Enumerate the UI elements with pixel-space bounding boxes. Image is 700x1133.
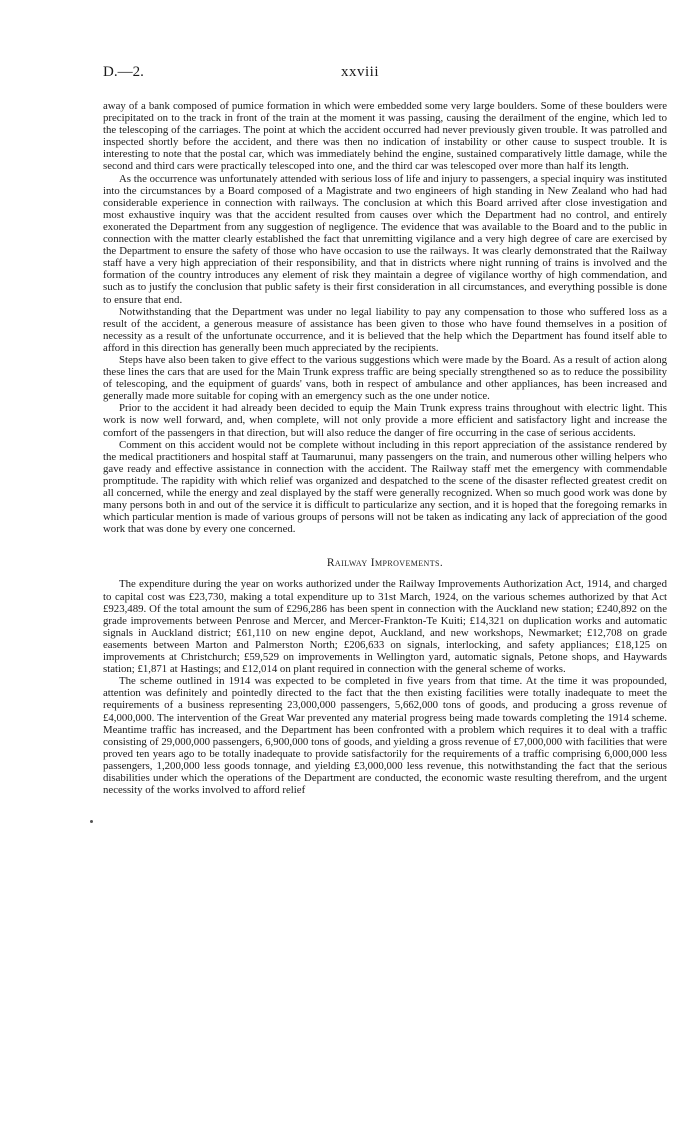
paragraph: away of a bank composed of pumice formation in which were embedded some very large boulders. Some of these boulders were precipitated on to the track in front of the train at the moment it was passing, causing the derailment of the engine, which led to the telescoping of the carriages. The point at which the accident occurred had never previously given trouble. It was patrolled and inspected shortly before the accident, and there was then no indication of instability or other cause to suspect trouble. It is interesting to note that the postal car, which was immediately behind the engine, sustained comparatively little damage, while the second and third cars were practically telescoped into one, and the third car was telescoped over more than half its length. bbox=[103, 100, 667, 173]
document-body bbox=[103, 100, 667, 796]
paragraph: The expenditure during the year on works authorized under the Railway Improvements Authorization Act, 1914, and charged to capital cost was £23,730, making a total expenditure up to 31st March, 1924, on the various schemes authorized by that Act £923,489. Of the total amount the sum of £296,286 has been spent in connection with the Auckland new station; £240,892 on the grade improvements between Penrose and Mercer, and Mercer-Frankton-Te Kuiti; £14,321 on duplication works and automatic signals in Auckland district; £61,110 on new engine depot, Auckland, and new workshops, Newmarket; £12,708 on grade easements between Marton and Palmerston North; £206,633 on signals, interlocking, and safety appliances; £18,125 on improvements at Christchurch; £59,529 on improvements in Wellington yard, automatic signals, Petone shops, and Haywards station; £1,871 at Hastings; and £12,014 on plant required in connection with the general scheme of works. bbox=[103, 578, 667, 676]
paragraph: Prior to the accident it had already been decided to equip the Main Trunk express trains throughout with electric light. This work is now well forward, and, when complete, will not only provide a more efficient and satisfactory light and increase the comfort of the passengers in that direction, but will also reduce the danger of fire occurring in the case of serious accidents. bbox=[103, 402, 667, 439]
section-heading: Railway Improvements. bbox=[326, 557, 444, 570]
paragraph: Comment on this accident would not be complete without including in this report appreciation of the assistance rendered by the medical practitioners and hospital staff at Taumarunui, many passengers on the train, and numerous other willing helpers who gave ready and effective assistance in connection with the accident. The Railway staff met the emergency with commendable promptitude. The rapidity with which relief was organized and despatched to the scene of the disaster reflected greatest credit on all concerned, while the energy and zeal displayed by the staff were generally recognized. When so much good work was done by many persons both in and out of the service it is difficult to particularize any section, and it is hoped that the foregoing remarks in which particular mention is made of various groups of persons will not be taken as indicating any lack of appreciation of the good work that was done by every one concerned. bbox=[103, 438, 667, 536]
page-number: xxviii bbox=[341, 64, 380, 80]
paragraph: Steps have also been taken to give effect to the various suggestions which were made by the Board. As a result of action along these lines the cars that are used for the Main Trunk express traffic are being specially strengthened so as to reduce the possibility of telescoping, and the equipment of guards' vans, both in respect of ambulance and other appliances, has been increased and generally made more suitable for coping with an emergency such as the one under notice. bbox=[103, 353, 667, 403]
margin-mark bbox=[90, 820, 93, 823]
document-reference: D.—2. bbox=[103, 64, 144, 80]
paragraph: Notwithstanding that the Department was under no legal liability to pay any compensation to those who suffered loss as a result of the accident, a generous measure of assistance has been given to those who have found themselves in a position of necessity as a result of the unfortunate occurrence, and it is believed that the help which the Department has found itself able to afford in this direction has generally been much appreciated by the recipients. bbox=[103, 305, 667, 354]
paragraph: As the occurrence was unfortunately attended with serious loss of life and injury to passengers, a special inquiry was instituted into the circumstances by a Board composed of a Magistrate and two engineers of high standing in New Zealand who had had considerable experience in connection with railways. The conclusion at which this Board arrived after close investigation and most exhaustive inquiry was that the accident resulted from causes over which the Department had no control, and entirely exonerated the Department from any suggestion of negligence. The evidence that was available to the Board and to the public in connection with the matter clearly established the fact that unremitting vigilance and a very high degree of care are exercised by the Department to ensure the safety of those who have occasion to use the railways. It was clearly demonstrated that the Railway staff have a very high appreciation of their responsibility, and that in districts where night running of trains is involved and the formation of the country introduces any element of risk they maintain a degree of vigilance worthy of high commendation, and such as to justify the conclusion that public safety is their first consideration in all circumstances, and everything possible is done to ensure that end. bbox=[103, 172, 667, 306]
paragraph: The scheme outlined in 1914 was expected to be completed in five years from that time. At the time it was propounded, attention was definitely and pointedly directed to the fact that the then existing facilities were totally inadequate to meet the requirements of a business representing 23,000,000 passengers, 5,662,000 tons of goods, and producing a gross revenue of £4,000,000. The intervention of the Great War prevented any material progress being made towards completing the 1914 scheme. Meantime traffic has increased, and the Department has been confronted with a problem which requires it to deal with a traffic consisting of 29,000,000 passengers, 6,900,000 tons of goods, and yielding a gross revenue of £7,000,000 with facilities that were proved ten years ago to be totally inadequate to provide satisfactorily for the requirements of a traffic comprising 6,000,000 less passengers, 1,200,000 less goods tonnage, and yielding £3,000,000 less revenue, this notwithstanding the fact that the serious disabilities under which the operations of the Department are conducted, the economic waste resulting therefrom, and the urgent necessity of the works involved to afford relief bbox=[103, 675, 667, 797]
page-header bbox=[103, 64, 667, 86]
document-page bbox=[103, 64, 667, 796]
